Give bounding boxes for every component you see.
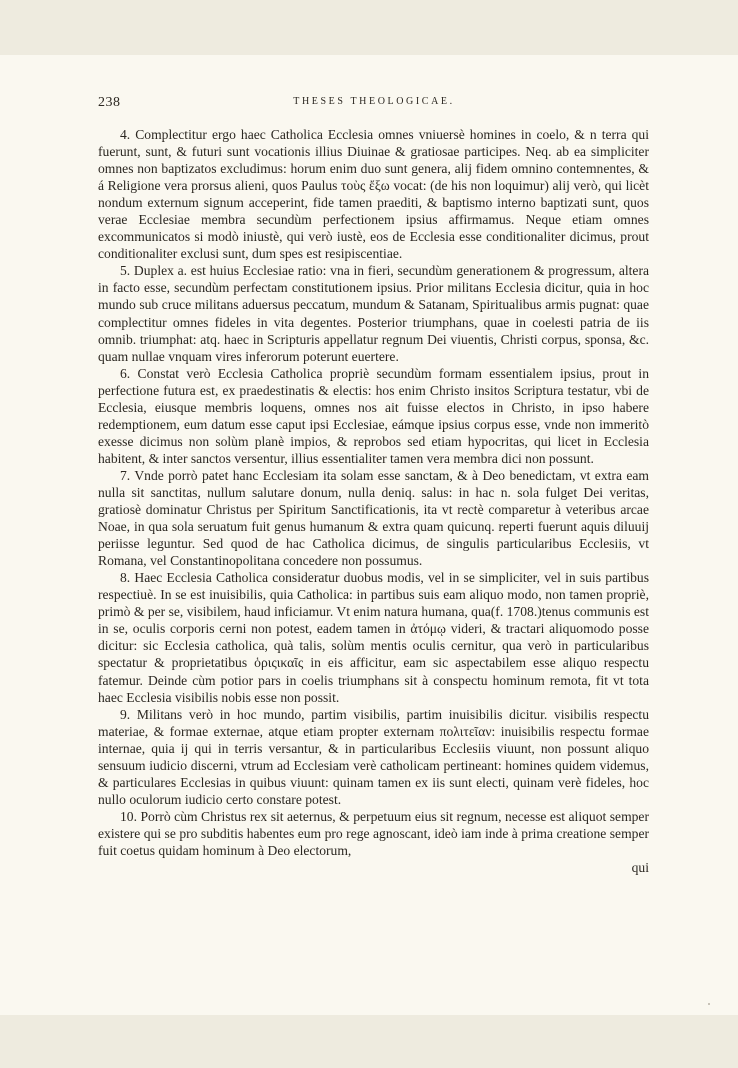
paragraph-5	[98, 262, 649, 364]
page-speck	[708, 1003, 710, 1005]
paragraph-text: Vnde porrò patet hanc Ecclesiam ita solam esse sanctam, & à Deo benedictam, vt extra eam nulla sit sanctitas, nullum salutare donum, nulla deniq. salus: in hac n. sola fulget Dei veritas, gratiosè dominatur Christus per Spiritum Sanctificationis, ita vt rectè comparetur à veteribus arcae Noae, in qua sola seruatum fuit genus humanum & extra quam quicunq. reperti fuerunt aquis diluuij periisse leguntur. Sed quod de hac Catholica dicimus, de singulis particularibus Ecclesiis, vt Romana, vel Constantinopolitana concedere non possumus.	[98, 467, 649, 569]
running-title: THESES THEOLOGICAE.	[293, 96, 455, 107]
paragraph-text: Complectitur ergo haec Catholica Ecclesia omnes vniuersè homines in coelo, & n terra qui fuerunt, sunt, & futuri sunt vocationis illius Diuinae & gratiosae participes. Neq. ab ea simpliciter omnes non baptizatos excludimus: horum enim duo sunt genera, alij fidem omnino contemnentes, & á Religione vera prorsus alieni, quos Paulus τοὺς ἔξω vocat: (de his non loquimur) alij verò, qui licèt nondum externum signum acceperint, fide tamen praediti, & baptismo interno baptizati sunt, quos verae Ecclesiae membra secundùm perfectionem ipsius affirmamus. Neque etiam omnes excommunicatos si modò iniustè, qui verò iustè, eos de Ecclesia esse conditionaliter dicimus, prout conditionaliter exclusi sunt, dum spes est resipiscentiae.	[98, 127, 649, 262]
paragraph-number: 5.	[120, 263, 131, 279]
paragraph-text: Duplex a. est huius Ecclesiae ratio: vna in fieri, secundùm generationem & progressum, altera in facto esse, secundùm perfectam constitutionem ipsius. Prior militans Ecclesia dicitur, quia in hoc mundo sub cruce militans aduersus peccatum, mundum & Satanam, Spiritualibus armis pugnat: quae complectitur omnes fideles in vita degentes. Posterior triumphans, quae in coelesti patria de iis omnib. triumphat: atq. haec in Scripturis appellatur regnum Dei viuentis, Christi corpus, sponsa, &c. quam nullae vnquam vires inferorum poterunt euertere.	[98, 263, 650, 364]
paragraph-10	[98, 808, 649, 859]
catchword: qui	[631, 860, 649, 876]
paragraph-number: 10.	[120, 808, 137, 824]
page-number: 238	[98, 95, 121, 110]
paragraph-number: 4.	[120, 127, 131, 142]
paragraph-text: Haec Ecclesia Catholica consideratur duobus modis, vel in se simpliciter, vel in suis partibus respectiuè. In se est inuisibilis, quia Catholica: in partibus suis eam aliquo modo, non tamen propriè, primò & per se, visibilem, haud inficiamur. Vt enim natura humana, qua(f. 1708.)tenus communis est in se, oculis corporis cerni non potest, eadem tamen in ἀτόμῳ videri, & tractari aliquomodo posse dicitur: sic Ecclesia catholica, quà talis, solùm mentis oculis cernitur, qua verò in particularibus spectatur & proprietatibus ὁριςικαῖς in eis afficitur, eam sic aspectabilem esse aliquo respectu fatemur. Deinde cùm potior pars in coelis triumphans sit à conspectu hominum remota, fit vt tota haec Ecclesia visibilis nobis esse non possit.	[98, 570, 649, 705]
paragraph-4	[98, 126, 649, 262]
book-page	[0, 55, 738, 1015]
paragraph-8	[98, 569, 649, 705]
body-text	[98, 126, 649, 876]
paragraph-number: 9.	[120, 706, 131, 722]
paragraph-number: 8.	[120, 570, 131, 586]
paragraph-text: Constat verò Ecclesia Catholica propriè secundùm formam essentialem ipsius, prout in perfectione futura est, ex praedestinatis & electis: hos enim Christo insitos Scriptura testatur, vbi de Ecclesia, eiusque membris loquens, omnes nos ait fuisse electos in Christo, in ipso habere redemptionem, eum datum esse caput ipsi Ecclesiae, eámque ipsius corpus esse, vnde non immeritò exesse dicimus non solùm planè impios, & reprobos sed etiam hypocritas, qui licet in Ecclesia habitent, & inter sanctos versentur, illius essentialiter tamen vera membra dici non possunt.	[98, 365, 649, 466]
paragraph-6	[98, 365, 649, 467]
paragraph-text: Militans verò in hoc mundo, partim visibilis, partim inuisibilis dicitur. visibilis respectu materiae, & formae externae, atque etiam propter externam πολιτεῖαν: inuisibilis respectu formae internae, quia ij qui in terris versantur, & in particularibus Ecclesiis viuunt, non possunt aliquo sensuum iudicio discerni, vtrum ad Ecclesiam verè catholicam pertineant: homines quidem videmus, & particulares Ecclesias in quibus viuunt: quinam tamen ex iis sunt electi, quinam verè fideles, hoc nullo oculorum iudicio certo constare potest.	[98, 706, 649, 807]
paragraph-7	[98, 467, 649, 569]
paragraph-9	[98, 706, 649, 808]
paragraph-text: Porrò cùm Christus rex sit aeternus, & perpetuum eius sit regnum, necesse est aliquot semper existere qui se pro subditis habentes eum pro rege agnoscant, ideò iam inde à prima creatione semper fuit coetus quidam hominum à Deo electorum,	[98, 808, 649, 858]
page-header	[98, 95, 650, 115]
paragraph-number: 6.	[120, 365, 131, 381]
paragraph-number: 7.	[120, 467, 131, 483]
